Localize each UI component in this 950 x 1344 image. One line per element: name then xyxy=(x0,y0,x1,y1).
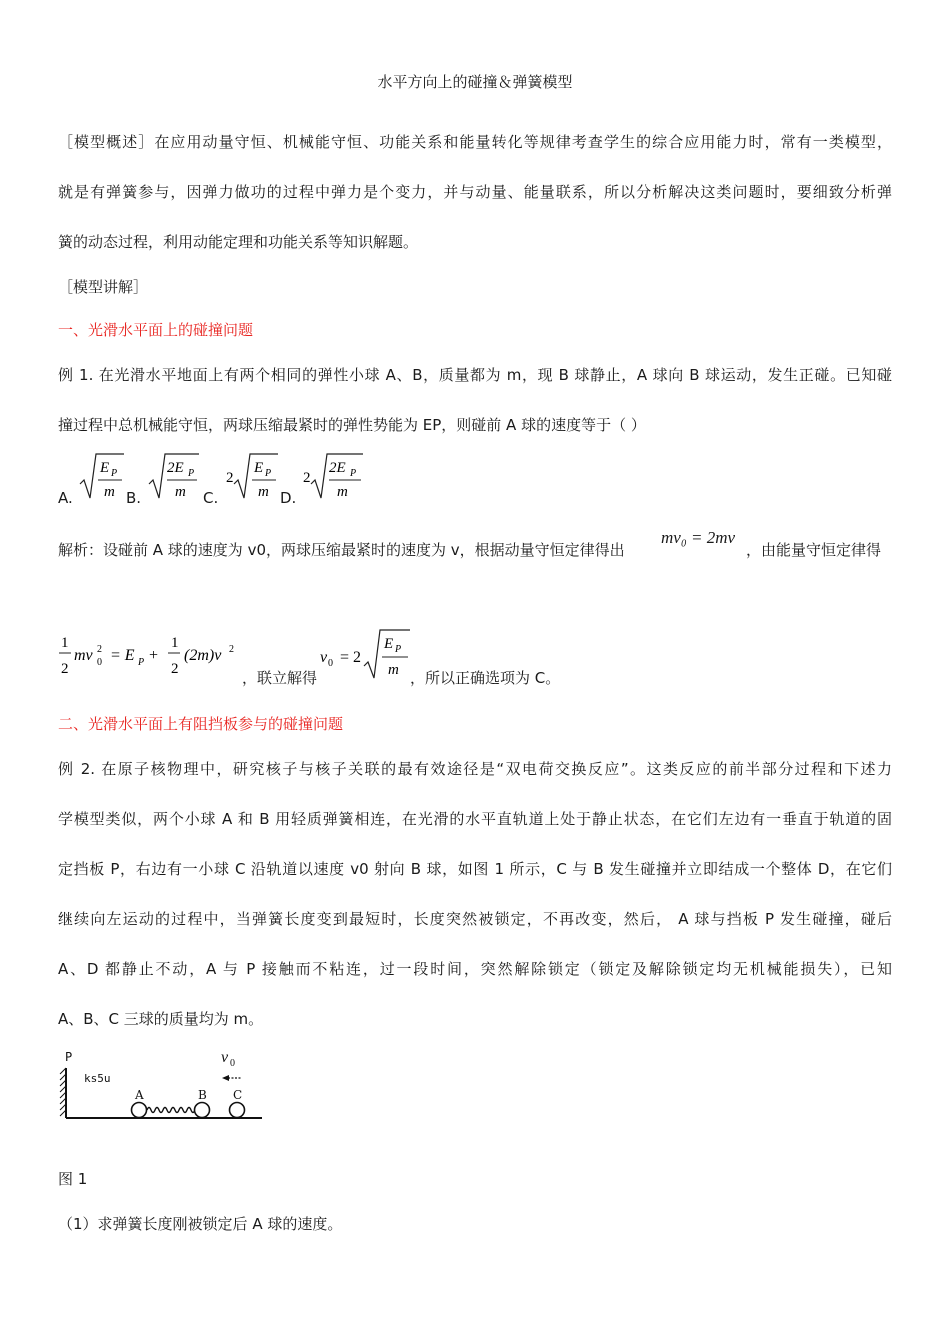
ball-b xyxy=(195,1103,210,1118)
svg-text:m: m xyxy=(258,484,269,500)
label-p: P xyxy=(65,1050,73,1064)
ball-a xyxy=(132,1103,147,1118)
example-2-line-1: 例 2. 在原子核物理中，研究核子与核子关联的最有效途径是“双电荷交换反应”。这类反应的前半部分过程和下述力 xyxy=(58,760,892,778)
example-1-line-2: 撞过程中总机械能守恒，两球压缩最紧时的弹性势能为 EP，则碰前 A 球的速度等于（ ） xyxy=(58,416,646,434)
solution-equation xyxy=(318,626,412,682)
option-b-denominator: m xyxy=(175,484,186,500)
option-d-formula xyxy=(301,452,365,502)
svg-text:+: + xyxy=(149,647,159,664)
label-ks5u: ks5u xyxy=(84,1072,111,1085)
label-a: A xyxy=(135,1088,144,1102)
momentum-equation: mv₀ = 2mv xyxy=(661,528,736,547)
option-c-label: C. xyxy=(203,489,219,507)
analysis-text-end: ，所以正确选项为 C。 xyxy=(410,669,561,687)
option-b-numerator: 2E xyxy=(167,460,184,476)
svg-text:2: 2 xyxy=(61,661,69,677)
svg-text:v: v xyxy=(320,649,328,666)
option-c-formula xyxy=(224,452,280,502)
svg-text:E: E xyxy=(384,636,394,652)
example-2-line-2: 学模型类似，两个小球 A 和 B 用轻质弹簧相连，在光滑的水平直轨道上处于静止状态，在它们左边有一垂直于轨道的固 xyxy=(58,810,892,828)
analysis-text-post: ，由能量守恒定律得 xyxy=(746,541,882,559)
explain-heading: ［模型讲解］ xyxy=(58,278,149,296)
svg-text:1: 1 xyxy=(61,635,69,651)
question-1: （1）求弹簧长度刚被锁定后 A 球的速度。 xyxy=(58,1215,343,1233)
velocity-arrowhead xyxy=(222,1075,229,1081)
svg-text:1: 1 xyxy=(171,635,179,651)
svg-text:0: 0 xyxy=(230,1058,235,1069)
option-a-label: A. xyxy=(58,489,73,507)
svg-text:2: 2 xyxy=(97,644,102,655)
label-b: B xyxy=(198,1088,207,1102)
example-1-line-1: 例 1. 在光滑水平地面上有两个相同的弹性小球 A、B，质量都为 m，现 B 球静止，A 球向 B 球运动，发生正碰。已知碰 xyxy=(58,366,892,384)
svg-text:0: 0 xyxy=(97,657,102,668)
analysis-text-mid: ，联立解得 xyxy=(242,669,318,687)
energy-equation xyxy=(58,630,244,682)
svg-text:2: 2 xyxy=(229,644,234,655)
analysis-line-1 xyxy=(58,539,625,560)
example-2-line-3: 定挡板 P，右边有一小球 C 沿轨道以速度 v0 射向 B 球，如图 1 所示，C 与 B 发生碰撞并立即结成一个整体 D，在它们 xyxy=(58,860,892,878)
intro-line-2: 就是有弹簧参与，因弹力做功的过程中弹力是个变力，并与动量、能量联系，所以分析解决这类问题时，要细致分析弹 xyxy=(58,183,892,201)
option-d-label: D. xyxy=(280,489,297,507)
example-2-line-4: 继续向左运动的过程中，当弹簧长度变到最短时，长度突然被锁定，不再改变，然后， A 球与挡板 P 发生碰撞，碰后 xyxy=(58,910,892,928)
label-c: C xyxy=(233,1088,243,1102)
svg-text:P: P xyxy=(138,657,145,668)
page-title: 水平方向上的碰撞＆弹簧模型 xyxy=(377,73,573,91)
svg-text:P: P xyxy=(188,468,195,479)
svg-text:= 2: = 2 xyxy=(340,649,362,666)
example-2-line-5: A、D 都静止不动，A 与 P 接触而不粘连，过一段时间，突然解除锁定（锁定及解除锁定均无机械能损失），已知 xyxy=(58,960,892,978)
svg-text:P: P xyxy=(395,644,402,655)
intro-line-3: 簧的动态过程，利用动能定理和功能关系等知识解题。 xyxy=(58,233,419,251)
option-b-formula xyxy=(147,452,201,502)
section-1-heading: 一、光滑水平面上的碰撞问题 xyxy=(58,321,254,339)
ball-c xyxy=(230,1103,245,1118)
label-v0: v xyxy=(221,1049,229,1066)
svg-text:0: 0 xyxy=(328,658,333,669)
option-b-label: B. xyxy=(126,489,142,507)
option-a-denominator: m xyxy=(104,484,115,500)
svg-text:P: P xyxy=(350,468,357,479)
svg-text:mv: mv xyxy=(74,647,93,664)
svg-text:2E: 2E xyxy=(329,460,346,476)
svg-text:P: P xyxy=(111,468,118,479)
option-a-numerator: E xyxy=(100,460,110,476)
svg-text:m: m xyxy=(388,662,399,678)
svg-text:m: m xyxy=(337,484,348,500)
svg-text:E: E xyxy=(254,460,264,476)
intro-line-1: ［模型概述］在应用动量守恒、机械能守恒、功能关系和能量转化等规律考查学生的综合应用能力时，常有一类模型， xyxy=(58,133,892,151)
option-a-formula xyxy=(78,452,126,502)
svg-text:P: P xyxy=(265,468,272,479)
svg-text:2: 2 xyxy=(226,470,234,486)
svg-text:2: 2 xyxy=(303,470,311,486)
figure-1-caption: 图 1 xyxy=(58,1170,88,1188)
section-2-heading: 二、光滑水平面上有阻挡板参与的碰撞问题 xyxy=(58,715,344,733)
svg-text:2: 2 xyxy=(171,661,179,677)
analysis-text-pre: 解析：设碰前 A 球的速度为 v0，两球压缩最紧时的速度为 v，根据动量守恒定律得出 xyxy=(58,541,625,559)
svg-text:= E: = E xyxy=(110,647,135,664)
svg-text:(2m)v: (2m)v xyxy=(184,647,222,664)
example-2-line-6: A、B、C 三球的质量均为 m。 xyxy=(58,1010,264,1028)
figure-1-diagram xyxy=(58,1046,268,1122)
